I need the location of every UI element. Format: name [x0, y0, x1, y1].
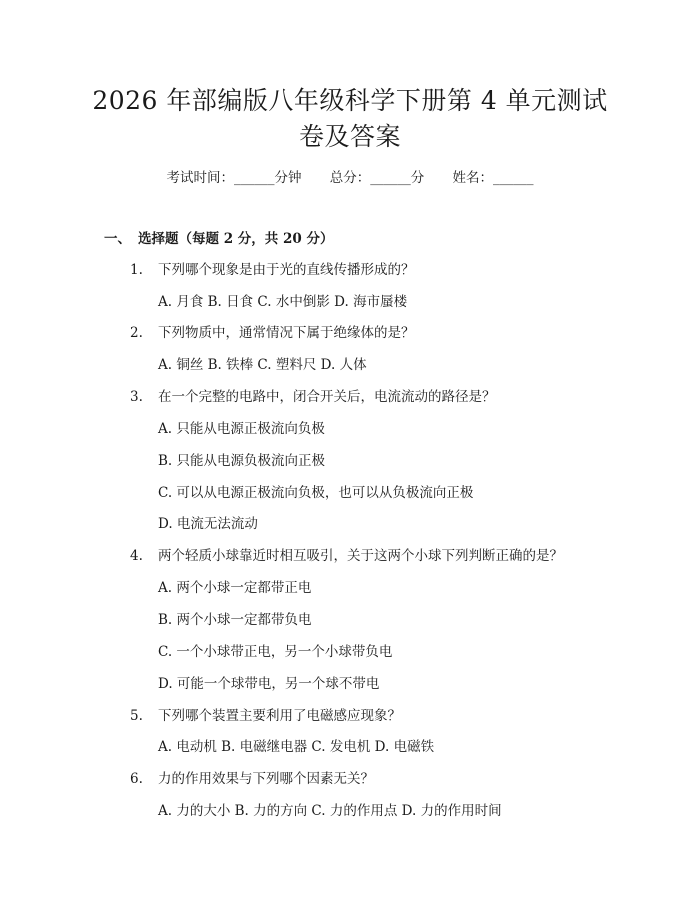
question-6-options: A. 力的大小 B. 力的方向 C. 力的作用点 D. 力的作用时间 — [158, 803, 502, 819]
question-number: 4. — [130, 548, 143, 564]
question-4-option-d: D. 可能一个球带电，另一个球不带电 — [158, 676, 380, 692]
question-number: 2. — [130, 325, 143, 341]
exam-time-field — [166, 168, 301, 188]
question-2 — [130, 323, 415, 343]
question-1 — [130, 260, 415, 280]
question-4-option-c: C. 一个小球带正电，另一个小球带负电 — [158, 644, 393, 660]
exam-time-blank: ______ — [233, 170, 275, 186]
exam-time-unit: 分钟 — [274, 170, 302, 186]
total-score-field — [330, 168, 425, 188]
student-name-label: 姓名： — [452, 170, 494, 186]
total-score-unit: 分 — [410, 170, 425, 186]
student-name-field — [453, 168, 534, 188]
question-5 — [130, 706, 401, 726]
question-text: 在一个完整的电路中，闭合开关后，电流流动的路径是？ — [158, 389, 496, 405]
question-text: 下列物质中，通常情况下属于绝缘体的是？ — [158, 325, 415, 341]
section-title: 选择题（每题 2 分，共 20 分） — [138, 231, 334, 247]
question-3-option-b: B. 只能从电源负极流向正极 — [158, 453, 326, 469]
question-text: 下列哪个现象是由于光的直线传播形成的？ — [158, 262, 415, 278]
question-2-options: A. 铜丝 B. 铁棒 C. 塑料尺 D. 人体 — [158, 357, 367, 373]
question-text: 下列哪个装置主要利用了电磁感应现象？ — [158, 708, 401, 724]
question-number: 3. — [130, 389, 143, 405]
student-name-blank: ______ — [493, 170, 534, 186]
question-4-option-a: A. 两个小球一定都带正电 — [158, 580, 312, 596]
total-score-label: 总分： — [329, 170, 371, 186]
exam-info-line — [0, 168, 700, 188]
exam-time-label: 考试时间： — [166, 170, 234, 186]
question-text: 两个轻质小球靠近时相互吸引，关于这两个小球下列判断正确的是？ — [158, 548, 563, 564]
question-3 — [130, 387, 496, 407]
question-number: 6. — [130, 771, 143, 787]
question-text: 力的作用效果与下列哪个因素无关？ — [158, 771, 374, 787]
question-3-option-c: C. 可以从电源正极流向负极，也可以从负极流向正极 — [158, 485, 474, 501]
question-5-options: A. 电动机 B. 电磁继电器 C. 发电机 D. 电磁铁 — [158, 739, 435, 755]
question-4-option-b: B. 两个小球一定都带负电 — [158, 612, 312, 628]
question-1-options: A. 月食 B. 日食 C. 水中倒影 D. 海市蜃楼 — [158, 294, 408, 310]
total-score-blank: ______ — [370, 170, 411, 186]
section-heading — [104, 229, 333, 249]
question-4 — [130, 546, 563, 566]
exam-title-line-2: 卷及答案 — [298, 122, 401, 151]
question-number: 5. — [130, 708, 143, 724]
section-number: 一、 — [104, 231, 131, 247]
exam-title-line-1: 2026 年部编版八年级科学下册第 4 单元测试 — [92, 86, 608, 115]
question-6 — [130, 769, 374, 789]
question-number: 1. — [130, 262, 143, 278]
question-3-option-d: D. 电流无法流动 — [158, 516, 258, 532]
question-3-option-a: A. 只能从电源正极流向负极 — [158, 421, 325, 437]
